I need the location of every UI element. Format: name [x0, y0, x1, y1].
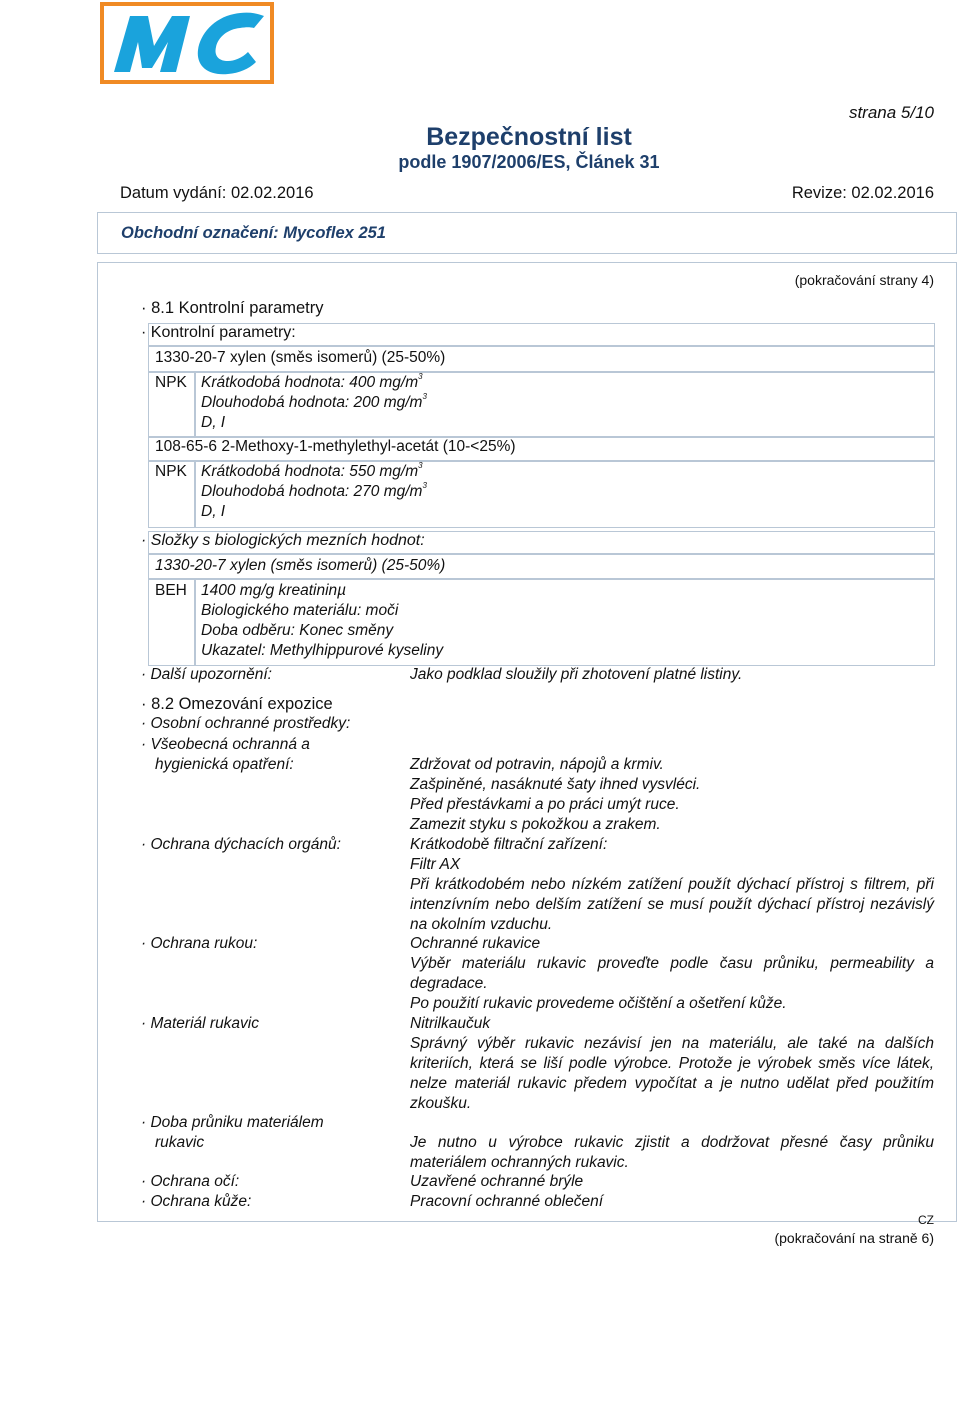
bio-indicator: Ukazatel: Methylhippurové kyseliny — [201, 642, 444, 659]
bio-divider — [148, 578, 935, 580]
skin-protection-label: · Ochrana kůže: — [141, 1193, 252, 1210]
glove-material-value: Nitrilkaučuk — [410, 1015, 491, 1032]
long-term-value: Dlouhodobá hodnota: 200 $mg/m^3$ — [201, 392, 427, 411]
hygiene-label: · Všeobecná ochranná a — [141, 736, 310, 753]
short-term-value: Krátkodobá hodnota: 400 $mg/m^3$ — [201, 372, 423, 391]
bio-sampling-time: Doba odběru: Konec směny — [201, 622, 394, 639]
section-8-2-heading: · 8.2 Omezování expozice — [141, 695, 333, 713]
penetration-time-label-cont: rukavic — [155, 1134, 205, 1151]
other-info-value: Jako podklad sloužily při zhotovení platné listiny. — [410, 666, 743, 683]
glove-material-paragraph: Správný výběr rukavic nezávisí jen na materiálu, ale také na dalších kriteriích, která se liší podle výrobce. Protože je výrobek směs více látek, nelze materiál rukavic předem vypočítat a je nutno udělat před použitím zkoušku. — [410, 1035, 934, 1112]
bio-material: Biologického materiálu: moči — [201, 602, 399, 619]
bio-value: 1400 mg/g kreatininµ — [201, 582, 347, 599]
ppe-label: · Osobní ochranné prostředky: — [141, 715, 351, 732]
eye-protection-label: · Ochrana očí: — [141, 1173, 240, 1190]
bio-substance-title: 1330-20-7 xylen (směs isomerů) (25-50%) — [155, 557, 446, 574]
language-code: CZ — [918, 1213, 934, 1227]
hygiene-line: Zašpiněné, nasáknuté šaty ihned vysvléci. — [410, 776, 701, 793]
long-term-value: Dlouhodobá hodnota: 270 $mg/m^3$ — [201, 481, 427, 500]
short-term-value: Krátkodobá hodnota: 550 $mg/m^3$ — [201, 461, 423, 480]
document-subtitle: podle 1907/2006/ES, Článek 31 — [398, 152, 660, 172]
glove-material-label: · Materiál rukavic — [141, 1015, 259, 1032]
substance-code: NPK — [155, 374, 187, 391]
continuation-from: (pokračování strany 4) — [794, 272, 934, 288]
params-label: · Kontrolní parametry: — [141, 324, 296, 341]
other-info-label: · Další upozornění: — [141, 666, 272, 683]
bio-col-divider — [194, 578, 196, 666]
page-number: strana 5/10 — [848, 103, 934, 122]
bio-limits-label: · Složky s biologických mezních hodnot: — [141, 532, 425, 549]
respiratory-paragraph: Při krátkodobém nebo nízkém zatížení použít dýchací přístroj s filtrem, při intenzívním nebo delším zatížení se musí použít dýchací přístroj nezávislý na okolním vzduchu. — [410, 876, 934, 933]
respiratory-line-2: Filtr AX — [410, 856, 461, 873]
substance-methoxy-title: 108-65-6 2-Methoxy-1-methylethyl-acetát (10-<25%) — [155, 438, 516, 455]
hand-protection-paragraph: Výběr materiálu rukavic proveďte podle času průniku, permeability a degradace. — [410, 955, 934, 992]
revision-date: Revize: 02.02.2016 — [791, 184, 934, 202]
hand-protection-label: · Ochrana rukou: — [141, 935, 258, 952]
hygiene-label-cont: hygienická opatření: — [155, 756, 294, 773]
respiratory-label: · Ochrana dýchacích orgánů: — [141, 836, 341, 853]
hygiene-line: Zamezit styku s pokožkou a zrakem. — [410, 816, 661, 833]
trade-name: Obchodní označení: Mycoflex 251 — [121, 224, 386, 242]
params-col-divider-2 — [194, 460, 196, 528]
continuation-next: (pokračování na straně 6) — [774, 1230, 934, 1246]
hygiene-line: Zdržovat od potravin, nápojů a krmiv. — [410, 756, 664, 773]
hygiene-line: Před přestávkami a po práci umýt ruce. — [410, 796, 680, 813]
respiratory-line-1: Krátkodobě filtrační zařízení: — [410, 836, 608, 853]
bio-code: BEH — [155, 582, 187, 599]
notes-value: D, I — [201, 414, 226, 431]
penetration-time-paragraph: Je nutno u výrobce rukavic zjistit a dodržovat přesné časy průniku materiálem ochranných rukavic. — [410, 1134, 934, 1171]
substance-xylene-title: 1330-20-7 xylen (směs isomerů) (25-50%) — [155, 349, 446, 366]
section-8-1-heading: · 8.1 Kontrolní parametry — [141, 299, 324, 317]
mc-logo-graphic — [104, 6, 270, 80]
hand-protection-line-1: Ochranné rukavice — [410, 935, 541, 952]
params-col-divider-1 — [194, 371, 196, 436]
company-logo — [100, 2, 274, 84]
substance-code: NPK — [155, 463, 187, 480]
issue-date: Datum vydání: 02.02.2016 — [120, 184, 314, 202]
notes-value: D, I — [201, 503, 226, 520]
eye-protection-value: Uzavřené ochranné brýle — [410, 1173, 584, 1190]
document-title: Bezpečnostní list — [426, 123, 632, 151]
hand-protection-line-3: Po použití rukavic provedeme očištění a ošetření kůže. — [410, 995, 787, 1012]
skin-protection-value: Pracovní ochranné oblečení — [410, 1193, 604, 1210]
penetration-time-label: · Doba průniku materiálem — [141, 1114, 324, 1131]
